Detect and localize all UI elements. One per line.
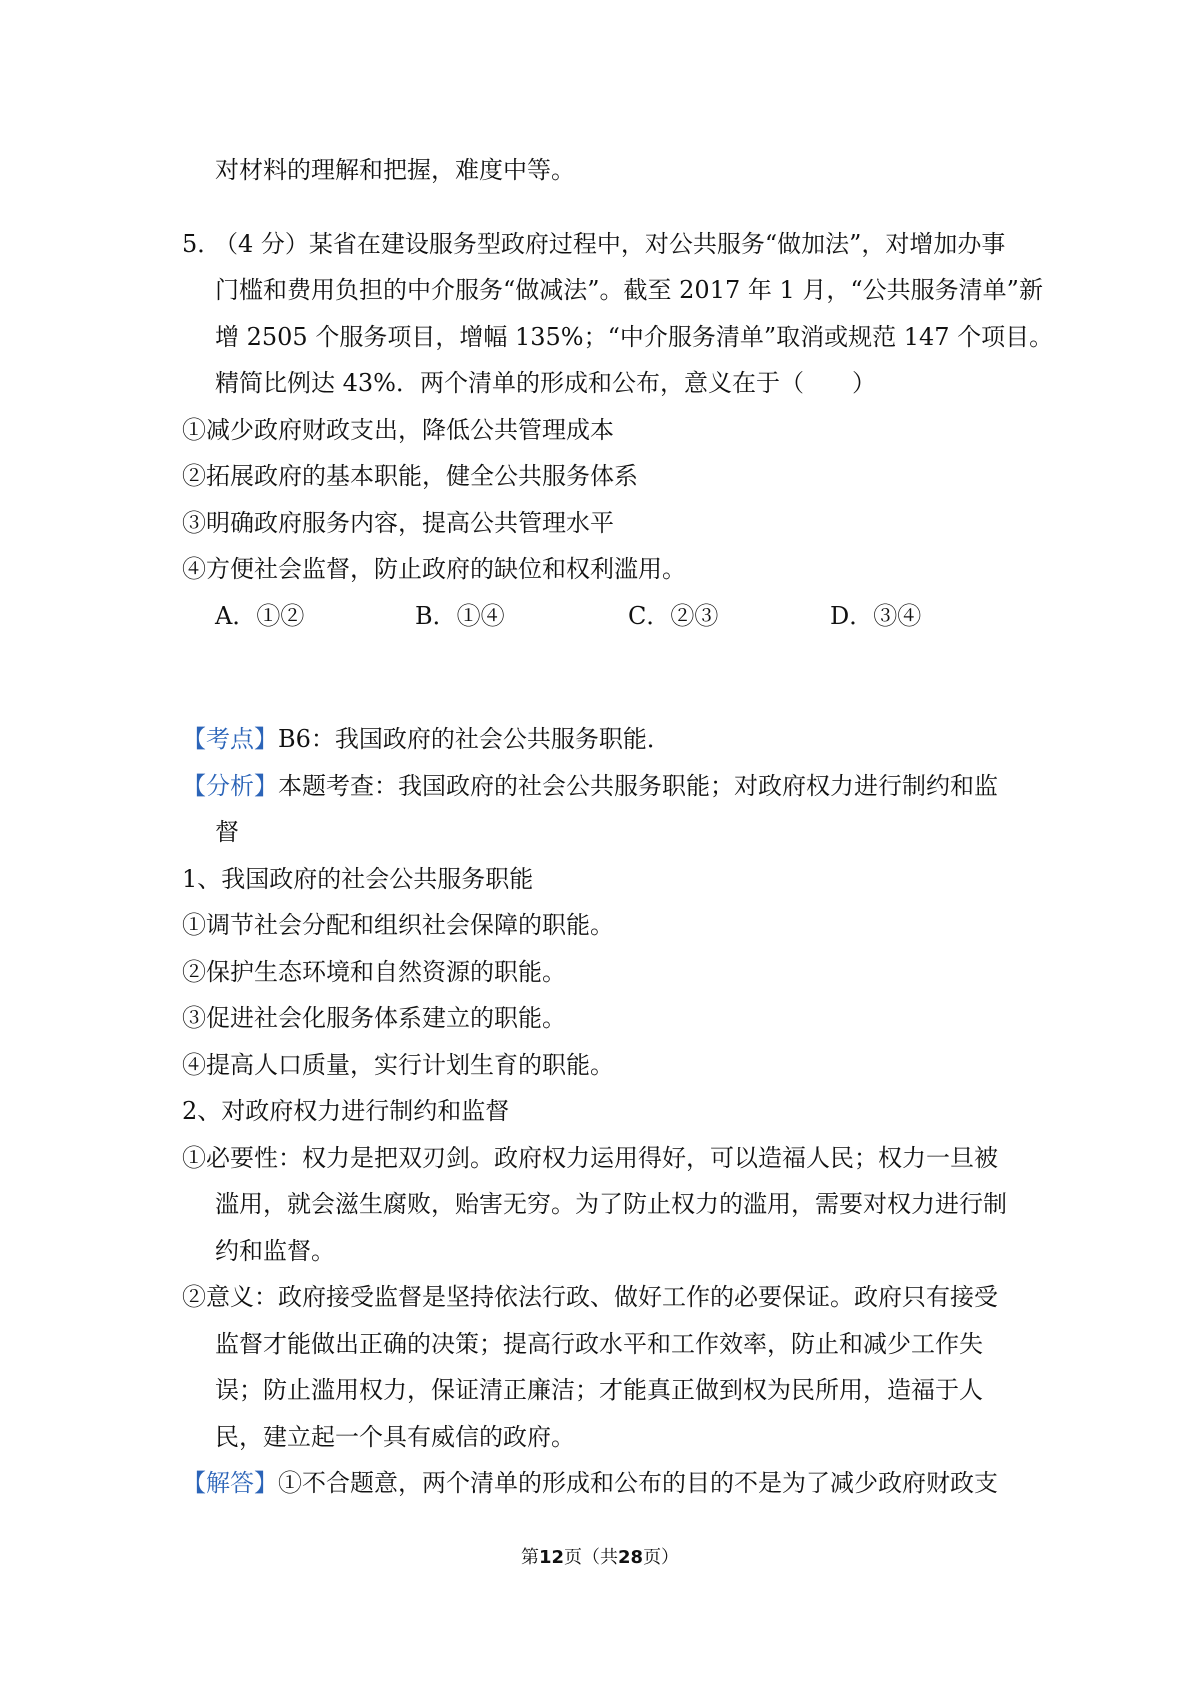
current-page-number: 12	[538, 1547, 564, 1568]
options-row	[0, 600, 1200, 632]
analysis-item-1: ①调节社会分配和组织社会保障的职能。	[182, 911, 614, 939]
analysis-item-2: ②保护生态环境和自然资源的职能。	[182, 958, 566, 986]
page-footer: 第12页（共28页）	[520, 1547, 680, 1568]
statement-2: ②拓展政府的基本职能，健全公共服务体系	[182, 462, 638, 490]
significance-line-3: 误；防止滥用权力，保证清正廉洁；才能真正做到权为民所用，造福于人	[215, 1376, 983, 1404]
question-line-4: 精简比例达 43%．两个清单的形成和公布，意义在于（ ）	[215, 369, 876, 397]
statement-1: ①减少政府财政支出，降低公共管理成本	[182, 416, 614, 444]
question-line-1: （4 分）某省在建设服务型政府过程中，对公共服务“做加法”，对增加办事	[214, 230, 1006, 258]
option-b[interactable]: B．①④	[415, 602, 505, 630]
jieda-text: ①不合题意，两个清单的形成和公布的目的不是为了减少政府财政支	[278, 1469, 998, 1497]
jieda-tag: 【解答】	[182, 1469, 278, 1497]
necessity-line-3: 约和监督。	[215, 1237, 335, 1265]
total-page-number: 28	[618, 1547, 644, 1568]
analysis-item-4: ④提高人口质量，实行计划生育的职能。	[182, 1051, 614, 1079]
kaodian-tag: 【考点】	[182, 725, 278, 753]
necessity-line-2: 滥用，就会滋生腐败，贻害无穷。为了防止权力的滥用，需要对权力进行制	[215, 1190, 1007, 1218]
fenxi-tag: 【分析】	[182, 772, 278, 800]
analysis-item-3: ③促进社会化服务体系建立的职能。	[182, 1004, 566, 1032]
question-line-3: 增 2505 个服务项目，增幅 135%；“中介服务清单”取消或规范 147 个项目。	[215, 323, 1054, 351]
statement-3: ③明确政府服务内容，提高公共管理水平	[182, 509, 614, 537]
option-d[interactable]: D．③④	[830, 602, 922, 630]
kaodian-line	[182, 723, 671, 755]
question-number: 5．	[182, 230, 222, 258]
kaodian-text: B6：我国政府的社会公共服务职能．	[278, 725, 671, 753]
option-a[interactable]: A．①②	[215, 602, 305, 630]
analysis-heading-1: 1、我国政府的社会公共服务职能	[182, 865, 534, 893]
significance-line-1: ②意义：政府接受监督是坚持依法行政、做好工作的必要保证。政府只有接受	[182, 1283, 998, 1311]
jieda-line	[182, 1467, 998, 1499]
question-line-2: 门槛和费用负担的中介服务“做减法”。截至 2017 年 1 月，“公共服务清单”新	[215, 276, 1043, 304]
significance-line-2: 监督才能做出正确的决策；提高行政水平和工作效率，防止和减少工作失	[215, 1330, 983, 1358]
necessity-line-1: ①必要性：权力是把双刃剑。政府权力运用得好，可以造福人民；权力一旦被	[182, 1144, 998, 1172]
fenxi-text: 本题考查：我国政府的社会公共服务职能；对政府权力进行制约和监	[278, 772, 998, 800]
statement-4: ④方便社会监督，防止政府的缺位和权利滥用。	[182, 555, 686, 583]
intro-line: 对材料的理解和把握，难度中等。	[215, 156, 575, 184]
analysis-heading-2: 2、对政府权力进行制约和监督	[182, 1097, 510, 1125]
option-c[interactable]: C．②③	[628, 602, 719, 630]
fenxi-line	[182, 770, 998, 802]
fenxi-line-2: 督	[215, 818, 239, 846]
significance-line-4: 民，建立起一个具有威信的政府。	[215, 1423, 575, 1451]
